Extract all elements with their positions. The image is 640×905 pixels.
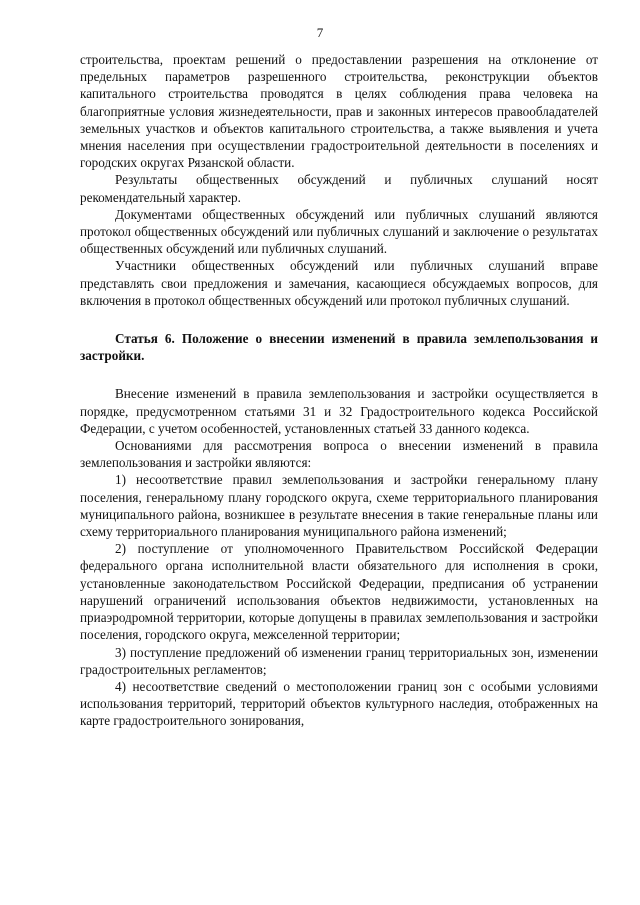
list-item: 3) поступление предложений об изменении границ территориальных зон, изменении градостроительных регламентов; [80,644,598,677]
page-number: 7 [316,25,324,40]
list-item: 4) несоответствие сведений о местоположении границ зон с особыми условиями использования территорий, территорий объектов культурного наследия, отображенных на карте градостроительного зонирования, [80,678,598,729]
paragraph: Документами общественных обсуждений или публичных слушаний являются протокол общественных обсуждений или публичных слушаний и заключение о результатах общественных обсуждений или публичных слушаний. [80,206,598,257]
list-item: 1) несоответствие правил землепользования и застройки генеральному плану поселения, генеральному плану городского округа, схеме территориального планирования муниципального района, возникшее в результате внесения в такие генеральные планы или схему территориального планирования муниципального района изменений; [80,472,598,540]
article-heading: Статья 6. Положение о внесении изменений в правила землепользования и застройки. [80,331,598,364]
paragraph: Внесение изменений в правила землепользования и застройки осуществляется в порядке, предусмотренном статьями 31 и 32 Градостроительного кодекса Российской Федерации, с учетом особенностей, установленных статьей 33 данного кодекса. [80,386,598,436]
list-item: 2) поступление от уполномоченного Правительством Российской Федерации федерального органа исполнительной власти обязательного для исполнения в сроки, установленные законодательством Российской Федерации, предписания об устранении нарушений ограничений использования объектов недвижимости, установленных на приаэродромной территории, которые допущены в правилах землепользования и застройки поселения, городского округа, межселенной территории; [80,541,598,643]
paragraph: Результаты общественных обсуждений и публичных слушаний носят рекомендательный характер. [80,172,598,205]
paragraph: Основаниями для рассмотрения вопроса о внесении изменений в правила землепользования и застройки являются: [80,438,598,471]
paragraph: строительства, проектам решений о предоставлении разрешения на отклонение от предельных параметров разрешенного строительства, реконструкции объектов капитального строительства проводятся в целях соблюдения права человека на благоприятные условия жизнедеятельности, прав и законных интересов правообладателей земельных участков и объектов капитального строительства, а также выявления и учета мнения населения при осуществлении градостроительной деятельности в поселениях и городских округах Рязанской области. [80,52,598,171]
document-body [80,51,598,730]
paragraph: Участники общественных обсуждений или публичных слушаний вправе представлять свои предложения и замечания, касающиеся обсуждаемых вопросов, для включения в протокол общественных обсуждений или протокол публичных слушаний. [80,258,598,308]
